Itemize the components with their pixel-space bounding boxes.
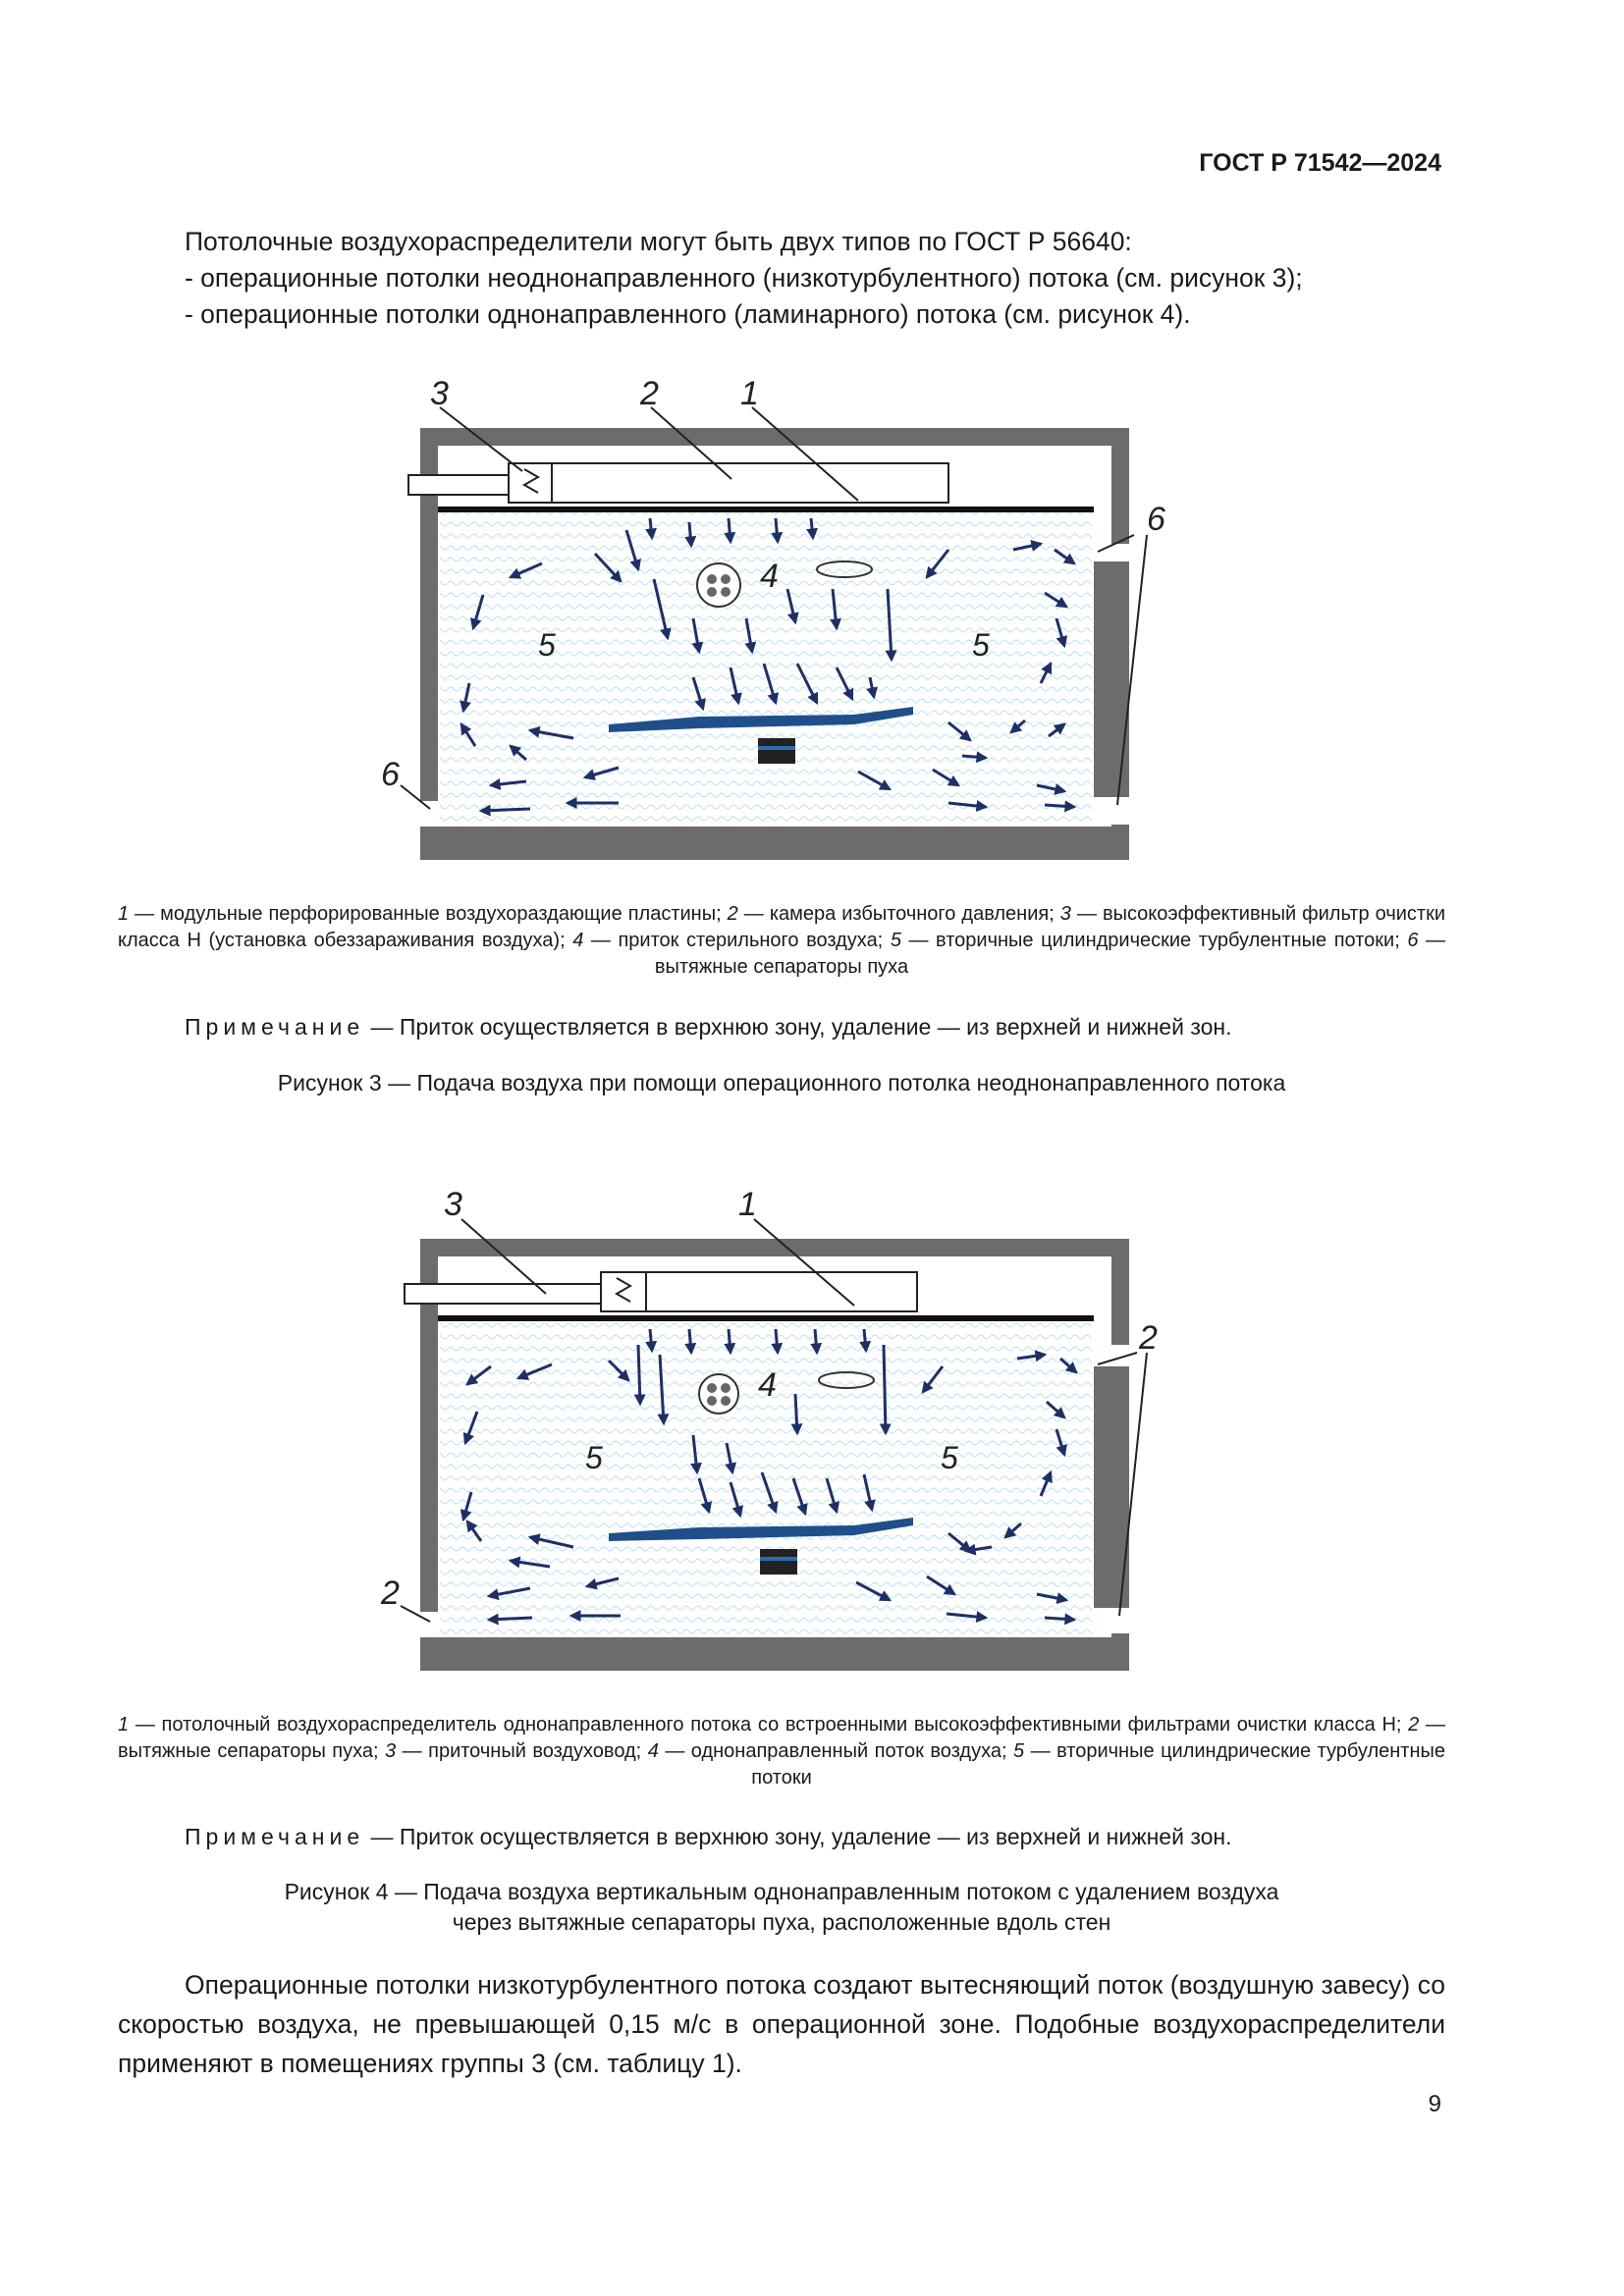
fig4-note <box>185 1824 1232 1850</box>
fig4-label-1: 1 <box>738 1186 757 1223</box>
fig3-right-wall-bottom <box>1111 825 1129 860</box>
fig4-legend-num-5: 5 <box>1013 1740 1025 1762</box>
fig4-legend <box>118 1712 1445 1791</box>
intro-bullet-1: - операционные потолки неоднонаправленного (низкотурбулентного) потока (см. рисунок 3); <box>185 263 1303 293</box>
fig4-right-wall-bottom <box>1111 1633 1129 1671</box>
fig3-legend-text-5: — вторичные цилиндрические турбулентные потоки; <box>900 930 1408 951</box>
fig3-label-1: 1 <box>740 375 759 412</box>
final-paragraph <box>118 1965 1445 2083</box>
fig3-legend-text-3: — высокоэффективный фильтр очистки класса Н (установка обеззараживания воздуха); <box>118 903 1445 951</box>
fig3-legend-num-6: 6 <box>1407 930 1419 951</box>
fig4-legend-num-1: 1 <box>118 1714 130 1735</box>
fig4-supply-duct <box>405 1284 601 1304</box>
fig3-legend <box>118 901 1445 981</box>
fig4-ceiling-wall <box>420 1239 1129 1256</box>
page-number: 9 <box>1428 2091 1441 2117</box>
fig4-legend-text-5: — вторичные цилиндрические турбулентные потоки <box>751 1740 1445 1789</box>
final-paragraph-text: Операционные потолки низкотурбулентного потока создают вытесняющий поток (воздушную завесу) со скоростью воздуха, не превышающей 0,15 м/с в операционной зоне. Подобные воздухораспределители применяют в помещениях группы 3 (см. таблицу 1). <box>118 1970 1445 2078</box>
fig4-caption-line-2: через вытяжные сепараторы пуха, расположенные вдоль стен <box>452 1909 1111 1935</box>
fig3-ceiling-plate <box>438 507 1094 512</box>
fig3-note <box>185 1014 1232 1041</box>
fig4-legend-text-2: — вытяжные сепараторы пуха; <box>118 1714 1446 1762</box>
fig3-label-5-left: 5 <box>538 627 556 663</box>
fig3-legend-num-5: 5 <box>890 930 901 951</box>
intro-bullet-2: - операционные потолки однонаправленного (ламинарного) потока (см. рисунок 4). <box>185 299 1191 329</box>
fig4-ceiling-plate <box>438 1315 1094 1321</box>
fig3-ceiling-wall <box>420 428 1129 446</box>
fig3-hepa-filter <box>509 463 552 503</box>
fig3-legend-text-4: — приток стерильного воздуха; <box>583 930 891 951</box>
fig4-label-4: 4 <box>758 1366 777 1404</box>
fig3-supply-duct <box>408 475 513 495</box>
fig3-right-wall-top <box>1111 428 1129 544</box>
fig3-legend-text-2: — камера избыточного давления; <box>737 903 1060 925</box>
fig4-caption-line-1: Рисунок 4 — Подача воздуха вертикальным однонаправленным потоком с удалением воздуха <box>284 1879 1279 1904</box>
fig4-legend-num-4: 4 <box>647 1740 659 1762</box>
fig4-right-wall-top <box>1111 1239 1129 1345</box>
fig4-label-5-left: 5 <box>585 1440 603 1475</box>
fig3-note-text: — Приток осуществляется в верхнюю зону, удаление — из верхней и нижней зон. <box>364 1014 1232 1040</box>
fig3-label-6-left: 6 <box>381 756 400 793</box>
fig3-label-2: 2 <box>640 375 659 412</box>
fig4-legend-text-1: — потолочный воздухораспределитель однонаправленного потока со встроенными высокоэффективными фильтрами очистки класса Н; <box>129 1714 1409 1735</box>
fig3-note-lead: Примечание <box>185 1014 365 1040</box>
fig3-exhaust-right <box>1094 561 1129 797</box>
fig4-note-text: — Приток осуществляется в верхнюю зону, удаление — из верхней и нижней зон. <box>364 1824 1232 1849</box>
fig4-label-5-right: 5 <box>941 1440 958 1475</box>
fig4-label-2-left: 2 <box>381 1575 400 1612</box>
fig3-label-4: 4 <box>760 558 779 595</box>
fig3-label-6-right: 6 <box>1147 501 1165 538</box>
fig3-caption: Рисунок 3 — Подача воздуха при помощи операционного потолка неоднонаправленного потока <box>277 1070 1286 1095</box>
fig4-legend-num-2: 2 <box>1408 1714 1420 1735</box>
fig3-legend-text-1: — модульные перфорированные воздухораздающие пластины; <box>129 903 728 925</box>
fig4-floor <box>420 1637 1129 1671</box>
figure-4 <box>380 1186 1158 1671</box>
fig4-legend-text-4: — однонаправленный поток воздуха; <box>658 1740 1014 1762</box>
fig4-table-base <box>760 1549 797 1575</box>
fig4-surgical-lamp <box>699 1374 738 1414</box>
fig3-legend-num-1: 1 <box>118 903 130 925</box>
fig4-label-3: 3 <box>444 1186 462 1223</box>
fig3-surgical-lamp <box>697 563 740 607</box>
fig4-air-distributor <box>646 1272 917 1311</box>
fig3-pressure-chamber <box>552 463 948 503</box>
fig3-legend-num-3: 3 <box>1059 903 1071 925</box>
figure-3 <box>381 375 1165 860</box>
fig4-legend-num-3: 3 <box>385 1740 397 1762</box>
fig4-legend-text-3: — приточный воздуховод; <box>396 1740 648 1762</box>
fig3-legend-text-6: — вытяжные сепараторы пуха <box>654 930 1446 978</box>
fig4-label-2-right: 2 <box>1139 1319 1158 1357</box>
fig3-legend-num-4: 4 <box>572 930 584 951</box>
fig3-label-5-right: 5 <box>972 627 990 663</box>
fig4-hepa-filter <box>601 1272 646 1311</box>
fig3-label-3: 3 <box>430 375 449 412</box>
fig3-legend-num-2: 2 <box>727 903 738 925</box>
fig4-note-lead: Примечание <box>185 1824 365 1849</box>
fig3-floor <box>420 827 1129 860</box>
fig4-caption <box>118 1877 1445 1938</box>
document-id: ГОСТ Р 71542—2024 <box>1199 149 1441 177</box>
intro-line: Потолочные воздухораспределители могут быть двух типов по ГОСТ Р 56640: <box>185 227 1132 256</box>
fig3-table-base <box>758 738 795 764</box>
